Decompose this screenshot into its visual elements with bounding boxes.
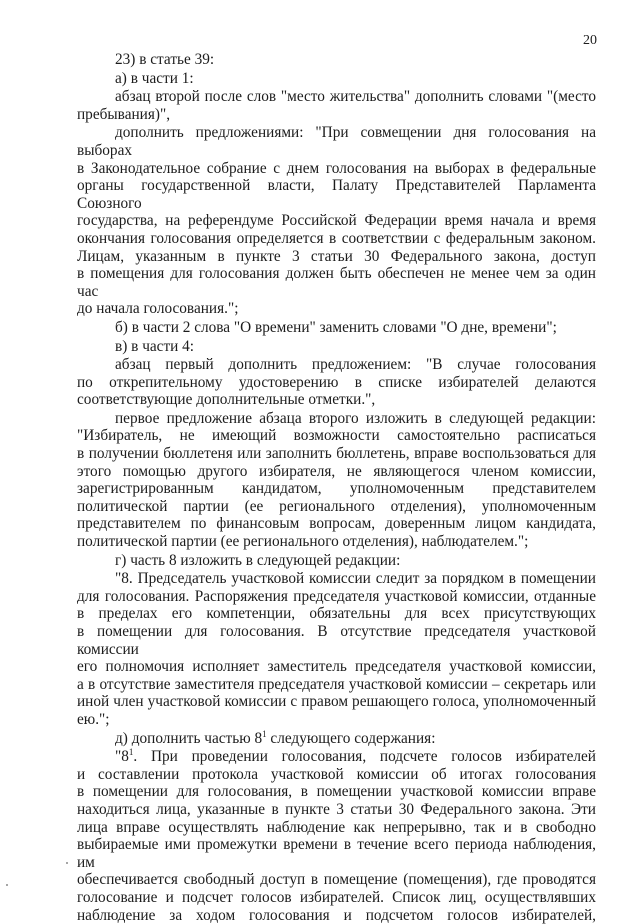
text-line <box>77 730 596 748</box>
text-line: для голосования. Распоряжения председателя участковой комиссии, отданные <box>77 588 596 606</box>
text-line: б) в части 2 слова "О времени" заменить словами "О дне, времени"; <box>77 319 596 337</box>
text-line: абзац первый дополнить предложением: "В случае голосования <box>77 356 596 374</box>
text-line: окончания голосования определяется в соответствии с федеральным законом. <box>77 230 596 248</box>
text-line: а) в части 1: <box>77 70 596 88</box>
text-line: соответствующие дополнительные отметки.", <box>77 391 596 409</box>
text-line: а в отсутствие заместителя председателя участковой комиссии – секретарь или <box>77 676 596 694</box>
page-number: 20 <box>583 32 597 50</box>
text-line: г) часть 8 изложить в следующей редакции: <box>77 552 596 570</box>
superscript: 1 <box>129 747 134 757</box>
text-line: политической партии (ее регионального отделения), уполномоченным <box>77 498 596 516</box>
text-line: и составлении протокола участковой комиссии об итогах голосования <box>77 766 596 784</box>
text-line: в пределах его компетенции, обязательны для всех присутствующих <box>77 605 596 623</box>
text-fragment: . При проведении голосования, подсчете голосов избирателей <box>133 748 596 765</box>
text-line: находиться лица, указанные в пункте 3 статьи 30 Федерального закона. Эти <box>77 801 596 819</box>
text-line <box>77 748 596 766</box>
text-line: в) в части 4: <box>77 338 596 356</box>
text-line: выбираемые ими промежутки времени в течение всего периода наблюдения, им <box>77 836 596 871</box>
text-line: первое предложение абзаца второго изложить в следующей редакции: <box>77 410 596 428</box>
text-line: обеспечивается свободный доступ в помещение (помещения), где проводятся <box>77 871 596 889</box>
text-line: в помещении для голосования, в помещении участковой комиссии вправе <box>77 783 596 801</box>
text-line: этого помощью другого избирателя, не являющегося членом комиссии, <box>77 463 596 481</box>
text-line: голосование и подсчет голосов избирателей. Список лиц, осуществлявших <box>77 889 596 907</box>
text-line: лица вправе осуществлять наблюдение как непрерывно, так и в свободно <box>77 819 596 837</box>
text-fragment: следующего содержания: <box>267 730 436 747</box>
superscript: 1 <box>262 729 267 739</box>
text-line: политической партии (ее регионального отделения), наблюдателем."; <box>77 533 596 551</box>
text-line: Лицам, указанным в пункте 3 статьи 30 Федерального закона, доступ <box>77 248 596 266</box>
text-line: наблюдение за ходом голосования и подсчетом голосов избирателей, <box>77 907 596 924</box>
text-fragment: д) дополнить частью 8 <box>115 730 262 747</box>
document-body <box>77 51 596 924</box>
text-line: органы государственной власти, Палату Представителей Парламента Союзного <box>77 177 596 212</box>
text-line: по открепительному удостоверению в списке избирателей делаются <box>77 374 596 392</box>
text-line: его полномочия исполняет заместитель председателя участковой комиссии, <box>77 658 596 676</box>
text-line: ею."; <box>77 711 596 729</box>
text-line: в помещении для голосования. В отсутствие председателя участковой комиссии <box>77 623 596 658</box>
text-line: пребывания)", <box>77 106 596 124</box>
text-line: иной член участковой комиссии с правом решающего голоса, уполномоченный <box>77 693 596 711</box>
text-line: в Законодательное собрание с днем голосования на выборах в федеральные <box>77 160 596 178</box>
text-line: представителем по финансовым вопросам, доверенным лицом кандидата, <box>77 515 596 533</box>
text-line: в помещения для голосования должен быть обеспечен не менее чем за один час <box>77 265 596 300</box>
scan-speck <box>66 862 68 864</box>
text-line: до начала голосования."; <box>77 300 596 318</box>
text-line: дополнить предложениями: "При совмещении дня голосования на выборах <box>77 124 596 159</box>
scan-speck <box>6 884 8 886</box>
text-line: государства, на референдуме Российской Федерации время начала и время <box>77 212 596 230</box>
text-line: зарегистрированным кандидатом, уполномоченным представителем <box>77 480 596 498</box>
text-line: 23) в статье 39: <box>77 51 596 69</box>
text-line: абзац второй после слов "место жительства" дополнить словами "(место <box>77 88 596 106</box>
text-line: в получении бюллетеня или заполнить бюллетень, вправе воспользоваться для <box>77 445 596 463</box>
text-fragment: "8 <box>115 748 129 765</box>
text-line: "8. Председатель участковой комиссии следит за порядком в помещении <box>77 570 596 588</box>
text-line: "Избиратель, не имеющий возможности самостоятельно расписаться <box>77 427 596 445</box>
